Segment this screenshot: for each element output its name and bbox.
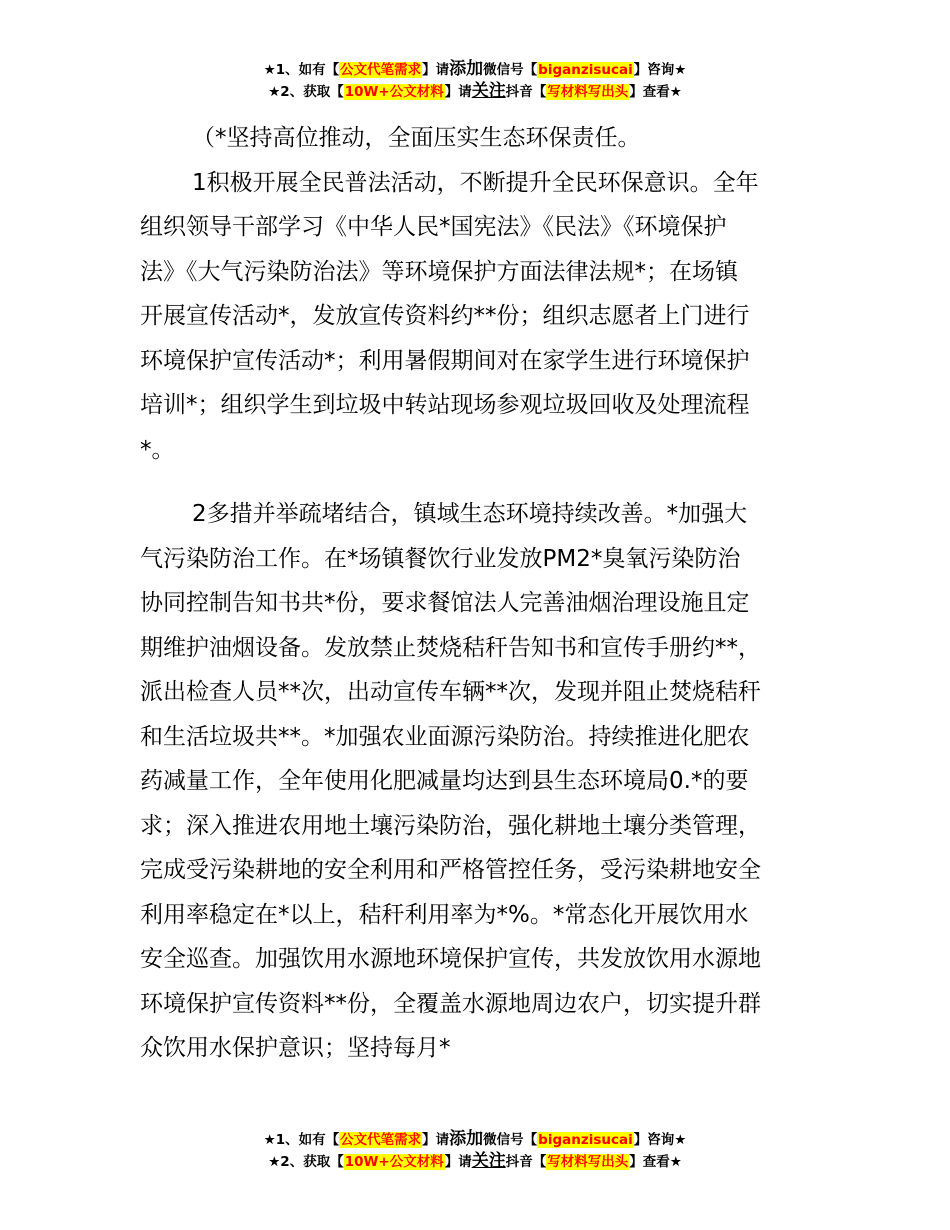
highlight-materials: 10W+公文材料 bbox=[344, 1154, 444, 1170]
highlight-wechat-id: biganzisucai bbox=[538, 1132, 633, 1148]
highlight-materials: 10W+公文材料 bbox=[344, 84, 444, 100]
star-icon: ★ bbox=[669, 1154, 682, 1170]
header-ad-banner bbox=[0, 58, 950, 102]
footer-ad-banner bbox=[0, 1128, 950, 1172]
star-icon: ★ bbox=[263, 62, 276, 78]
star-icon: ★ bbox=[268, 84, 281, 100]
star-icon: ★ bbox=[669, 84, 682, 100]
footer-ad-line-2: ★2、获取【10W+公文材料】请关注抖音【写材料写出头】查看★ bbox=[268, 1151, 682, 1171]
highlight-wechat-id: biganzisucai bbox=[538, 62, 633, 78]
footer-ad-line-1: ★1、如有【公文代笔需求】请添加微信号【biganzisucai】咨询★ bbox=[263, 1129, 687, 1149]
star-icon: ★ bbox=[268, 1154, 281, 1170]
document-body bbox=[140, 116, 812, 1071]
paragraph-spacer bbox=[140, 472, 812, 492]
highlight-service: 公文代笔需求 bbox=[340, 1132, 422, 1148]
highlight-douyin-account: 写材料写出头 bbox=[547, 84, 629, 100]
paragraph-2: 2多措并举疏堵结合，镇域生态环境持续改善。*加强大 气污染防治工作。在*场镇餐饮行业发放PM2*臭氧污染防治 协同控制告知书共*份，要求餐馆法人完善油烟治理设施且定 期维护油烟设备。发放禁止焚烧秸秆告知书和宣传手册约**， 派出检查人员**次，出动宣传车辆**次，发现并阻止焚烧秸秆 和生活垃圾共**。*加强农业面源污染防治。持续推进化肥农 药减量工作，全年使用化肥减量均达到县生态环境局0.*的要 求；深入推进农用地土壤污染防治，强化耕地土壤分类管理， 完成受污染耕地的安全利用和严格管控任务，受污染耕地安全 利用率稳定在*以上，秸秆利用率为*%。*常态化开展饮用水 安全巡查。加强饮用水源地环境保护宣传，共发放饮用水源地 环境保护宣传资料**份，全覆盖水源地周边农户，切实提升群 众饮用水保护意识；坚持每月* bbox=[140, 501, 761, 1061]
star-icon: ★ bbox=[674, 1132, 687, 1148]
header-ad-line-2: ★2、获取【10W+公文材料】请关注抖音【写材料写出头】查看★ bbox=[268, 81, 682, 101]
paragraph-1: 1积极开展全民普法活动，不断提升全民环保意识。全年 组织领导干部学习《中华人民*国宪法》《民法》《环境保护 法》《大气污染防治法》等环境保护方面法律法规*；在场镇 开展宣传活动*，发放宣传资料约**份；组织志愿者上门进行 环境保护宣传活动*；利用暑假期间对在家学生进行环境保护 培训*；组织学生到垃圾中转站现场参观垃圾回收及处理流程 *。 bbox=[140, 169, 759, 463]
star-icon: ★ bbox=[263, 1132, 276, 1148]
header-ad-line-1: ★1、如有【公文代笔需求】请添加微信号【biganzisucai】咨询★ bbox=[263, 59, 687, 79]
highlight-douyin-account: 写材料写出头 bbox=[547, 1154, 629, 1170]
highlight-service: 公文代笔需求 bbox=[340, 62, 422, 78]
section-heading: （*坚持高位推动，全面压实生态环保责任。 bbox=[192, 125, 641, 151]
star-icon: ★ bbox=[674, 62, 687, 78]
